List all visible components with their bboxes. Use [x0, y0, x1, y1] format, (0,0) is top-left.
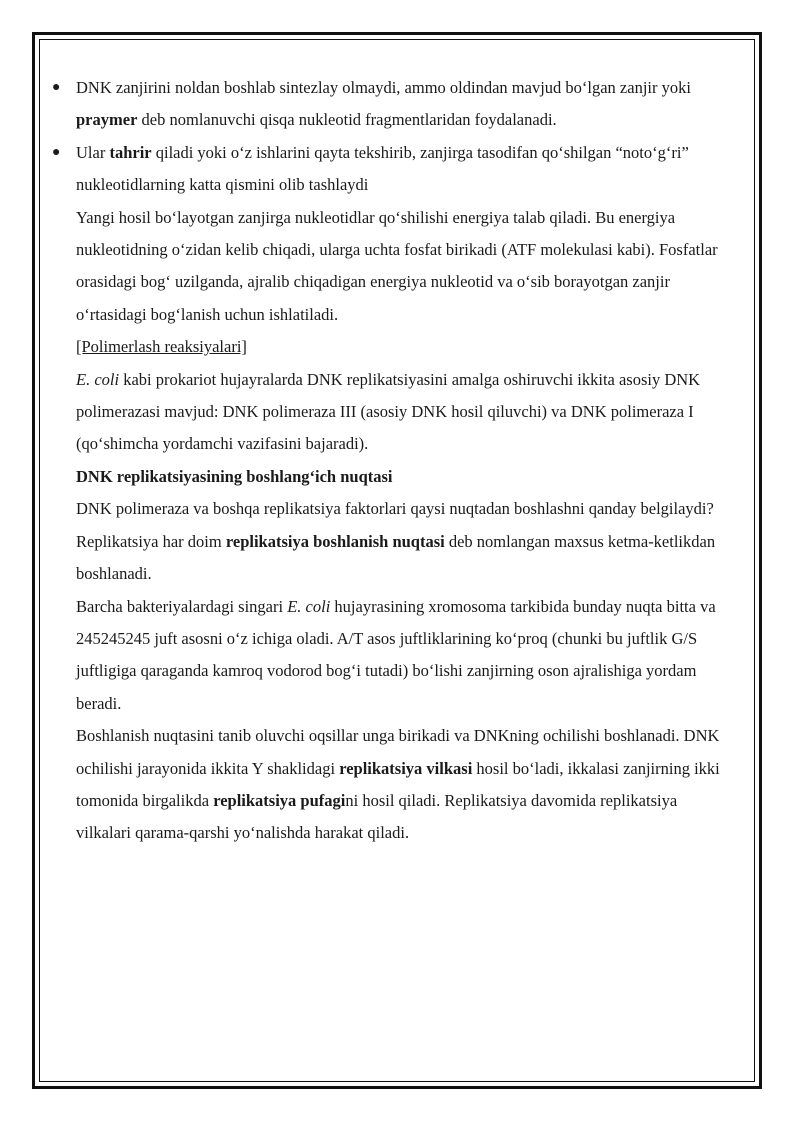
ecoli-polymerase-paragraph [76, 364, 736, 461]
origin-paragraph [76, 493, 736, 590]
bullet-text: DNK zanjirini noldan boshlab sintezlay olmaydi, ammo oldindan mavjud bo‘lgan zanjir yoki [76, 78, 691, 97]
fork-paragraph [76, 720, 736, 850]
section-heading-text: DNK replikatsiyasining boshlang‘ich nuqtasi [76, 466, 393, 486]
term-bubble: replikatsiya pufagi [213, 790, 346, 810]
paragraph-text: hosil bo‘ladi, ikkalasi zanjirning ikki tomonida birgalikda [76, 758, 720, 810]
paragraph-text: deb nomlangan maxsus ketma-ketlikdan boshlanadi. [76, 531, 716, 584]
bullet-text: qiladi yoki o‘z ishlarini qayta tekshirib, zanjirga tasodifan qo‘shilgan “noto‘g‘ri” nukleotidlarning katta qismini olib tashlaydi [76, 142, 689, 195]
section-heading [76, 461, 736, 493]
bullet-item-primer [52, 72, 736, 137]
paragraph-text: ni hosil qiladi. Replikatsiya davomida replikatsiya vilkalari qarama-qarshi yo‘nalishda harakat qiladi. [76, 790, 678, 843]
polymerization-link[interactable]: [Polimerlash reaksiyalari] [76, 337, 247, 357]
paragraph-text: Boshlanish nuqtasini tanib oluvchi oqsillar unga birikadi va DNKning ochilishi boshlanadi. DNK ochilishi jarayonida ikkita Y shaklidagi [76, 726, 720, 778]
term-fork: replikatsiya vilkasi [339, 758, 473, 778]
paragraph-text: DNK polimeraza va boshqa replikatsiya faktorlari qaysi nuqtadan boshlashni qanday belgilaydi? Replikatsiya har doim [76, 499, 714, 551]
paragraph-text: Barcha bakteriyalardagi singari [76, 596, 288, 616]
organism-name: E. coli [287, 596, 331, 616]
energy-paragraph: Yangi hosil bo‘layotgan zanjirga nukleotidlar qo‘shilishi energiya talab qiladi. Bu energiya nukleotidning o‘zidan kelib chiqadi, ularga uchta fosfat birikadi (ATF molekulasi kabi). Fosfatlar orasidagi bog‘ uzilganda, ajralib chiqadigan energiya nukleotid va o‘sib borayotgan zanjir o‘rtasidagi bog‘lanish uchun ishlatiladi. [76, 207, 718, 324]
bacteria-paragraph [76, 591, 736, 721]
term-primer: praymer [76, 110, 138, 130]
term-tahrir: tahrir [109, 142, 152, 162]
paragraph-text: hujayrasining xromosoma tarkibida bunday nuqta bitta va 245245245 juft asosni o‘z ichiga oladi. A/T asos juftliklarining ko‘proq (chunki bu juftlik G/S juftligiga qaraganda kamroq vodorod bog‘i tutadi) bo‘lishi zanjirning oson ajralishiga yordam beradi. [76, 596, 716, 713]
bullet-item-proofreading [52, 137, 736, 202]
organism-name: E. coli [76, 369, 120, 389]
bullet-text: Ular [76, 142, 110, 162]
bullet-text: deb nomlanuvchi qisqa nukleotid fragmentlaridan foydalanadi. [137, 110, 557, 130]
document-body [52, 72, 736, 850]
term-origin: replikatsiya boshlanish nuqtasi [225, 531, 445, 551]
bullet-icon: ● [52, 80, 61, 95]
bullet-icon: ● [52, 144, 61, 160]
paragraph-text: kabi prokariot hujayralarda DNK replikatsiyasini amalga oshiruvchi ikkita asosiy DNK polimerazasi mavjud: DNK polimeraza III (asosiy DNK hosil qiluvchi) va DNK polimeraza I (qo‘shimcha yordamchi vazifasini bajaradi). [76, 369, 701, 454]
polymerization-link-paragraph [76, 331, 736, 363]
